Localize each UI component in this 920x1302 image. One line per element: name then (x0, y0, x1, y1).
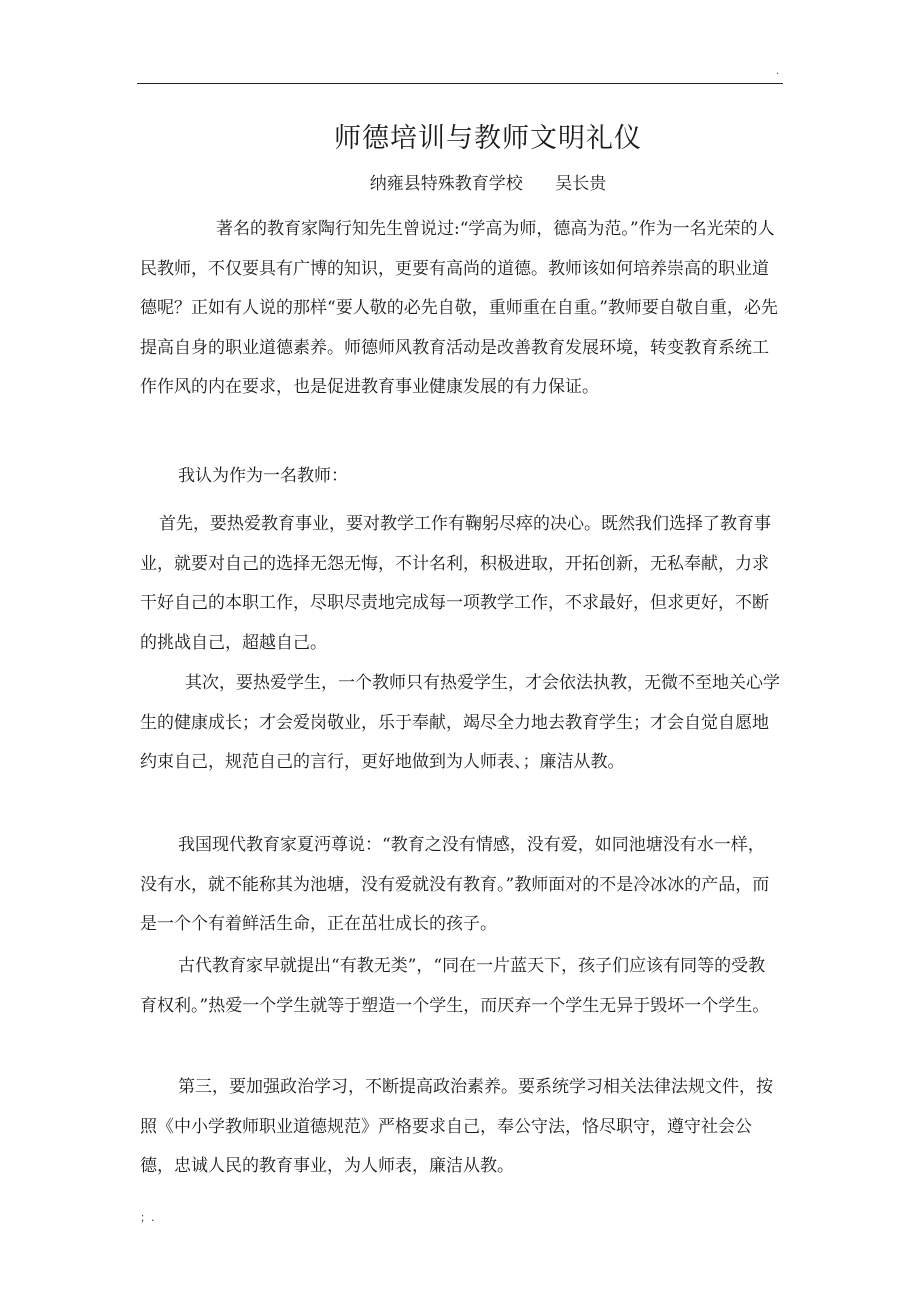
paragraph-quote-xia: 我国现代教育家夏沔尊说：“教育之没有情感，没有爱，如同池塘没有水一样，没有水，就不能称其为池塘，没有爱就没有教育。”教师面对的不是冷冰冰的产品，而是一个个有着鲜活生命，正在茁壮成长的孩子。 (140, 835, 770, 934)
document-byline: 纳雍县特殊教育学校 吴长贵 (369, 174, 607, 194)
header-mark: . (776, 66, 780, 77)
paragraph-second: 其次，要热爱学生，一个教师只有热爱学生，才会依法执教，无微不至地关心学生的健康成长；才会爱岗敬业，乐于奉献，竭尽全力地去教育学生；才会自觉自愿地约束自己，规范自己的言行，更好地做到为人师表、；廉洁从教。 (140, 673, 780, 772)
paragraph-third: 第三，要加强政治学习，不断提高政治素养。要系统学习相关法律法规文件，按照《中小学教师职业道德规范》严格要求自己，奉公守法，恪尽职守，遵守社会公德，忠诚人民的教育事业，为人师表，廉洁从教。 (140, 1077, 773, 1176)
document-title: 师德培训与教师文明礼仪 (334, 123, 642, 154)
header-rule (137, 83, 783, 84)
paragraph-lead: 我认为作为一名教师： (178, 466, 348, 486)
paragraph-ancient: 古代教育家早就提出“有教无类”，“同在一片蓝天下，孩子们应该有同等的受教育权利。”热爱一个学生就等于塑造一个学生，而厌弃一个学生无异于毁坏一个学生。 (140, 956, 770, 1016)
paragraph-intro: 著名的教育家陶行知先生曾说过:“学高为师，德高为范。”作为一名光荣的人民教师，不仅要具有广博的知识，更要有高尚的道德。教师该如何培养崇高的职业道德呢？正如有人说的那样“要人敬的必先自敬，重师重在自重。”教师要自敬自重，必先提高自身的职业道德素养。师德师风教育活动是改善教育发展环境，转变教育系统工作作风的内在要求，也是促进教育事业健康发展的有力保证。 (140, 219, 778, 397)
paragraph-first: 首先，要热爱教育事业，要对教学工作有鞠躬尽瘁的决心。既然我们选择了教育事业，就要对自己的选择无怨无悔，不计名利，积极进取，开拓创新，无私奉献，力求干好自己的本职工作，尽职尽责地完成每一项教学工作，不求最好，但求更好，不断的挑战自己，超越自己。 (140, 514, 771, 653)
footer-mark: ；. (140, 1211, 155, 1224)
